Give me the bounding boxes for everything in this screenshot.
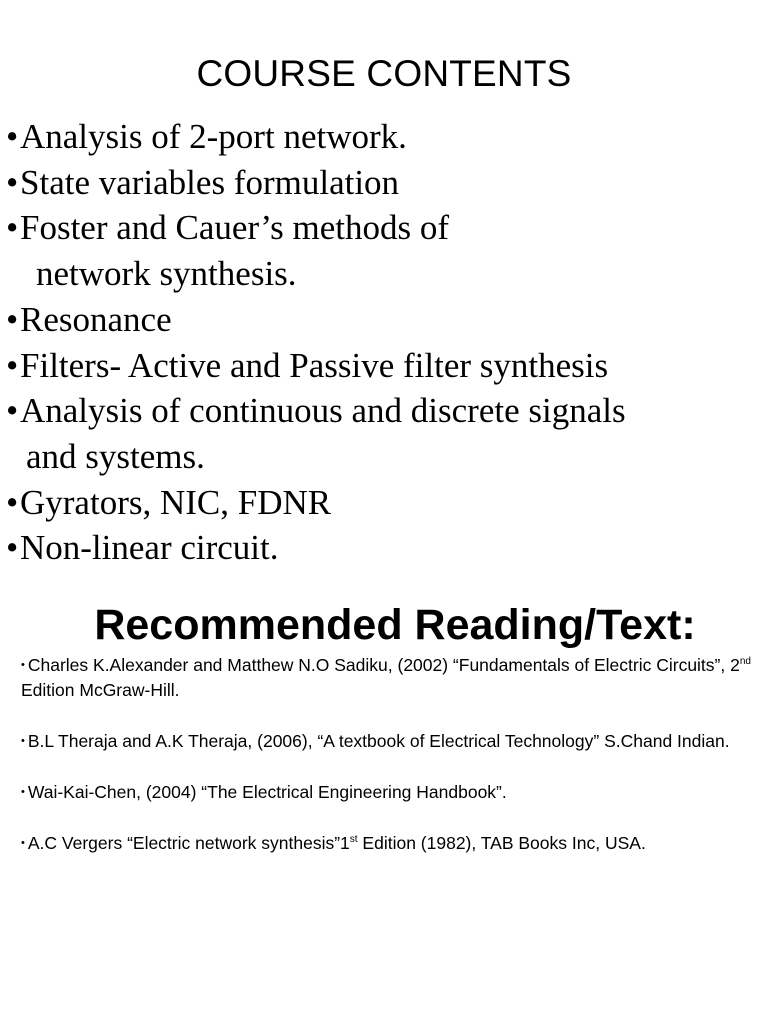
- list-item: [6, 525, 758, 571]
- superscript: nd: [739, 656, 751, 667]
- list-item: [6, 388, 758, 479]
- list-item-text: Filters- Active and Passive filter synthesis: [20, 345, 609, 385]
- reference-text: B.L Theraja and A.K Theraja, (2006), “A textbook of Electrical Technology” S.Chand Indian.: [27, 731, 730, 751]
- bullet: •: [21, 786, 25, 798]
- superscript: st: [349, 834, 358, 845]
- list-item-text: Analysis of continuous and discrete signals: [20, 391, 626, 431]
- list-item: [6, 297, 758, 343]
- list-item-continuation: network synthesis.: [36, 254, 297, 294]
- bullet: •: [6, 345, 19, 385]
- list-item: [6, 114, 758, 160]
- reference-item: [21, 653, 751, 703]
- bullet: •: [6, 299, 19, 339]
- list-item: [6, 480, 758, 526]
- bullet: •: [21, 659, 25, 671]
- course-contents-list: [6, 114, 758, 571]
- reference-list: [21, 653, 751, 882]
- reference-text: Edition (1982), TAB Books Inc, USA.: [357, 833, 646, 853]
- reference-text: Wai-Kai-Chen, (2004) “The Electrical Engineering Handbook”.: [27, 782, 507, 802]
- list-item-text: State variables formulation: [20, 162, 400, 202]
- bullet: •: [6, 482, 19, 522]
- bullet: •: [6, 528, 19, 568]
- reference-item: [21, 780, 751, 805]
- list-item: [6, 343, 758, 389]
- reference-text: Edition McGraw-Hill.: [21, 680, 180, 700]
- bullet: •: [6, 162, 19, 202]
- reading-heading: Recommended Reading/Text:: [94, 601, 696, 649]
- list-item: [6, 160, 758, 206]
- list-item-text: Foster and Cauer’s methods of: [20, 208, 450, 248]
- list-item-text: Analysis of 2-port network.: [20, 117, 407, 156]
- list-item-text: Non-linear circuit.: [20, 528, 279, 568]
- bullet: •: [6, 208, 19, 248]
- reference-item: [21, 831, 751, 856]
- list-item-continuation: and systems.: [26, 436, 205, 476]
- bullet: •: [21, 735, 25, 747]
- reference-text: A.C Vergers “Electric network synthesis”1: [27, 833, 350, 853]
- list-item-text: Gyrators, NIC, FDNR: [20, 482, 332, 522]
- list-item: [6, 205, 758, 296]
- reference-text: Charles K.Alexander and Matthew N.O Sadiku, (2002) “Fundamentals of Electric Circuits”, 2: [27, 655, 740, 675]
- bullet: •: [6, 117, 19, 156]
- reference-item: [21, 729, 751, 754]
- page-title: COURSE CONTENTS: [196, 53, 572, 94]
- bullet: •: [21, 837, 25, 849]
- list-item-text: Resonance: [20, 299, 172, 339]
- bullet: •: [6, 391, 19, 431]
